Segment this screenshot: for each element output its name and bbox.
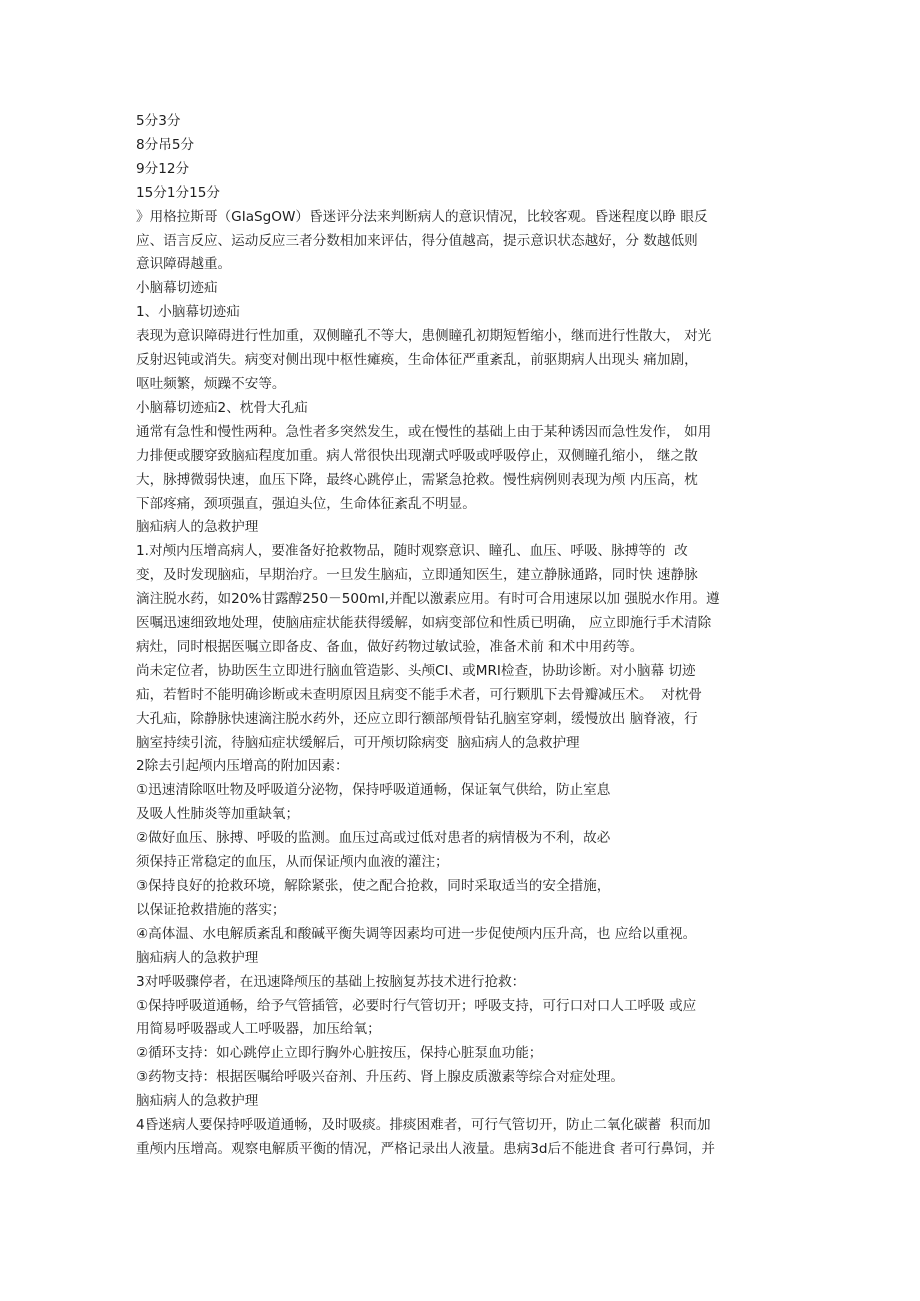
text-line: 5分3分 bbox=[136, 113, 181, 129]
text-line: 变，及时发现脑疝，早期治疗。一旦发生脑疝，立即通知医生，建立静脉通路，同时快 速静脉 bbox=[136, 567, 698, 584]
text-line: ②做好血压、脉搏、呼吸的监测。血压过高或过低对患者的病情极为不利，故必 bbox=[136, 830, 611, 847]
text-line: 3对呼吸骤停者，在迅速降颅压的基础上按脑复苏技术进行抢救： bbox=[136, 973, 526, 990]
text-line: 及吸人性肺炎等加重缺氧； bbox=[136, 806, 300, 823]
text-line: 用简易呼吸器或人工呼吸器，加压给氧； bbox=[136, 1021, 381, 1038]
text-line: 通常有急性和慢性两种。急性者多突然发生，或在慢性的基础上由于某种诱因而急性发作， 如用 bbox=[136, 423, 712, 440]
text-line: ③保持良好的抢救环境，解除紧张，使之配合抢救，同时采取适当的安全措施， bbox=[136, 878, 611, 894]
text-line: 表现为意识障碍进行性加重，双侧瞳孔不等大，患侧瞳孔初期短暂缩小，继而进行性散大， 对光 bbox=[136, 328, 712, 345]
text-line: 应、语言反应、运动反应三者分数相加来评估，得分值越高，提示意识状态越好，分 数越低则 bbox=[136, 232, 698, 249]
text-line: 2除去引起颅内压增高的附加因素： bbox=[136, 758, 349, 775]
text-line: 8分吊5分 bbox=[136, 136, 195, 153]
text-line: 须保持正常稳定的血压，从而保证颅内血液的灌注； bbox=[136, 854, 449, 871]
text-line: 脑疝病人的急救护理 bbox=[136, 519, 259, 536]
text-line: 下部疼痛，颈项强直，强迫头位，生命体征紊乱不明显。 bbox=[136, 495, 476, 512]
text-line: ①保持呼吸道通畅，给予气管插管，必要时行气管切开；呼吸支持，可行口对口人工呼吸 或应 bbox=[136, 997, 697, 1014]
text-line: 大孔疝，除静脉快速滴注脱水药外，还应立即行额部颅骨钻孔脑室穿刺，缓慢放出 脑脊液，行 bbox=[136, 710, 698, 727]
text-line: 脑疝病人的急救护理 bbox=[136, 1093, 259, 1110]
document-body bbox=[136, 110, 792, 1162]
text-line: 尚未定位者，协助医生立即进行脑血管造影、头颅CI、或MRI检查，协助诊断。对小脑幕 切迹 bbox=[136, 662, 696, 679]
text-line: 以保证抢救措施的落实； bbox=[136, 901, 286, 918]
text-line: 脑疝病人的急救护理 bbox=[136, 949, 259, 966]
text-line: 小脑幕切迹疝2、枕骨大孔疝 bbox=[136, 399, 308, 416]
text-line: 大，脉搏微弱快速，血压下降，最终心跳停止，需紧急抢救。慢性病例则表现为颅 内压高，枕 bbox=[136, 471, 698, 488]
text-line: 呕吐频繁，烦躁不安等。 bbox=[136, 375, 286, 392]
text-line: 15分1分15分 bbox=[136, 184, 221, 201]
text-line: 病灶，同时根据医嘱立即备皮、备血，做好药物过敏试验，准备术前 和术中用药等。 bbox=[136, 638, 644, 655]
text-line: 脑室持续引流，待脑疝症状缓解后，可开颅切除病变 脑疝病人的急救护理 bbox=[136, 734, 580, 751]
text-line: 重颅内压增高。观察电解质平衡的情况，严格记录出人液量。患病3d后不能进食 者可行鼻饲，并 bbox=[136, 1140, 715, 1157]
text-line: 疝，若暂时不能明确诊断或未查明原因且病变不能手术者，可行颗肌下去骨瓣减压术。 对枕骨 bbox=[136, 686, 702, 703]
text-line: 意识障碍越重。 bbox=[136, 256, 232, 273]
text-line: 反射迟钝或消失。病变对侧出现中枢性瘫痪，生命体征严重紊乱，前驱期病人出现头 痛加剧， bbox=[136, 352, 698, 369]
text-line: ③药物支持：根据医嘱给呼吸兴奋剂、升压药、肾上腺皮质激素等综合对症处理。 bbox=[136, 1069, 624, 1086]
text-line: ①迅速清除呕吐物及呼吸道分泌物，保持呼吸道通畅，保证氧气供给，防止室息 bbox=[136, 782, 611, 799]
text-line: 9分12分 bbox=[136, 160, 190, 177]
text-line: ④高体温、水电解质紊乱和酸碱平衡失调等因素均可进一步促使颅内压升高，也 应给以重视。 bbox=[136, 925, 697, 942]
text-line: 医嘱迅速细致地处理，使脑庙症状能获得缓解，如病变部位和性质已明确， 应立即施行手术清除 bbox=[136, 615, 712, 632]
text-line: 1.对颅内压增高病人，要准备好抢救物品，随时观察意识、瞳孔、血压、呼吸、脉搏等的 改 bbox=[136, 543, 688, 560]
text-line: 小脑幕切迹疝 bbox=[136, 280, 218, 297]
text-line: 》用格拉斯哥（GIaSgOW）昏迷评分法来判断病人的意识情况，比较客观。昏迷程度以睁 眼反 bbox=[136, 208, 708, 225]
text-line: 1、小脑幕切迹疝 bbox=[136, 304, 240, 321]
text-line: 滴注脱水药，如20%甘露醇250－500ml,并配以激素应用。有时可合用速尿以加 强脱水作用。遵 bbox=[136, 591, 720, 608]
text-line: 4昏迷病人要保持呼吸道通畅，及时吸痰。排痰困难者，可行气管切开，防止二氧化碳蓄 积而加 bbox=[136, 1117, 711, 1134]
text-line: 力排便或腰穿致脑疝程度加重。病人常很快出现潮式呼吸或呼吸停止，双侧瞳孔缩小， 继之散 bbox=[136, 447, 698, 464]
text-line: ②循环支持：如心跳停止立即行胸外心脏按压，保持心脏泵血功能； bbox=[136, 1045, 543, 1062]
